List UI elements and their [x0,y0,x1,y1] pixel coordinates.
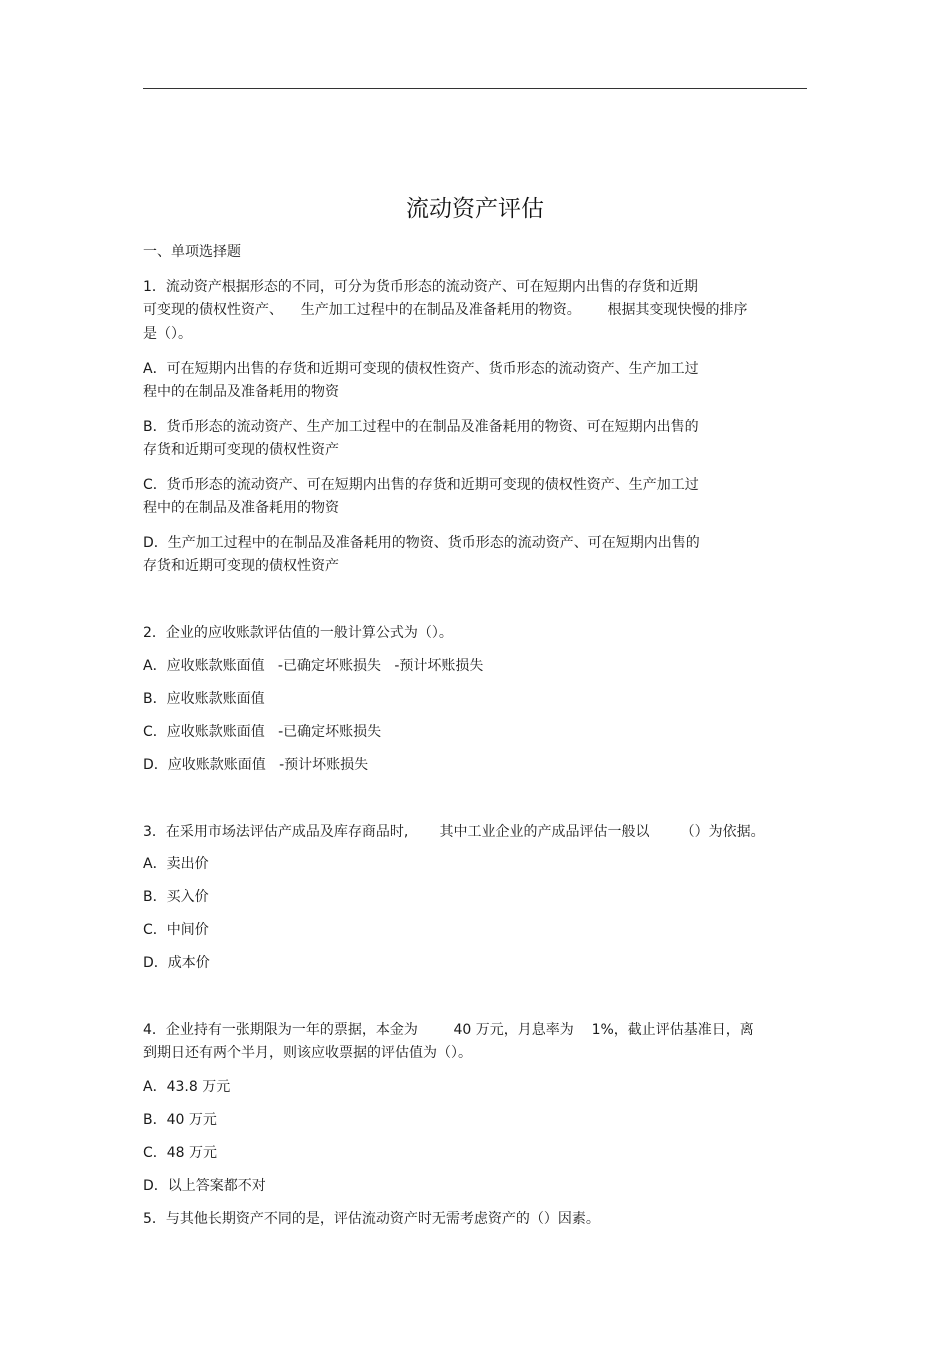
q4-stem-line1: 4．企业持有一张期限为一年的票据，本金为 40 万元，月息率为 1%，截止评估基准日，离 [143,1022,754,1038]
q1-option-d-line1: D．生产加工过程中的在制品及准备耗用的物资、货币形态的流动资产、可在短期内出售的 [143,535,700,551]
q4-option-c: C．48 万元 [143,1145,218,1161]
q1-option-a-line2: 程中的在制品及准备耗用的物资 [143,384,339,400]
q3-stem: 3．在采用市场法评估产成品及库存商品时, 其中工业企业的产成品评估一般以 （）为依据。 [143,824,765,840]
q2-option-d: D．应收账款账面值 -预计坏账损失 [143,757,369,773]
q3-option-b: B．买入价 [143,889,209,905]
q1-option-b-line1: B．货币形态的流动资产、生产加工过程中的在制品及准备耗用的物资、可在短期内出售的 [143,419,699,435]
q1-option-a-line1: A．可在短期内出售的存货和近期可变现的债权性资产、货币形态的流动资产、生产加工过 [143,361,699,377]
q3-option-d: D．成本价 [143,955,210,971]
q1-option-d-line2: 存货和近期可变现的债权性资产 [143,558,339,574]
q1-option-c-line1: C．货币形态的流动资产、可在短期内出售的存货和近期可变现的债权性资产、生产加工过 [143,477,699,493]
q1-option-b-line2: 存货和近期可变现的债权性资产 [143,442,339,458]
q1-stem-line1: 1．流动资产根据形态的不同，可分为货币形态的流动资产、可在短期内出售的存货和近期 [143,279,698,295]
q1-option-c-line2: 程中的在制品及准备耗用的物资 [143,500,339,516]
q1-stem-line2: 可变现的债权性资产、 生产加工过程中的在制品及准备耗用的物资。 根据其变现快慢的排序 [143,302,748,318]
q2-option-a: A．应收账款账面值 -已确定坏账损失 -预计坏账损失 [143,658,484,674]
q4-option-a: A．43.8 万元 [143,1079,231,1095]
q2-stem: 2．企业的应收账款评估值的一般计算公式为（）。 [143,625,453,641]
header-rule [143,88,807,89]
q1-stem-line3: 是（）。 [143,326,192,342]
q2-option-c: C．应收账款账面值 -已确定坏账损失 [143,724,382,740]
q4-option-d: D．以上答案都不对 [143,1178,266,1194]
q3-option-c: C．中间价 [143,922,209,938]
q4-stem-line2: 到期日还有两个半月，则该应收票据的评估值为（）。 [143,1045,472,1061]
document-title: 流动资产评估 [406,196,544,222]
q2-option-b: B．应收账款账面值 [143,691,265,707]
section-heading: 一、单项选择题 [143,244,241,260]
q5-stem: 5．与其他长期资产不同的是，评估流动资产时无需考虑资产的（）因素。 [143,1211,600,1227]
q3-option-a: A．卖出价 [143,856,209,872]
q4-option-b: B．40 万元 [143,1112,217,1128]
